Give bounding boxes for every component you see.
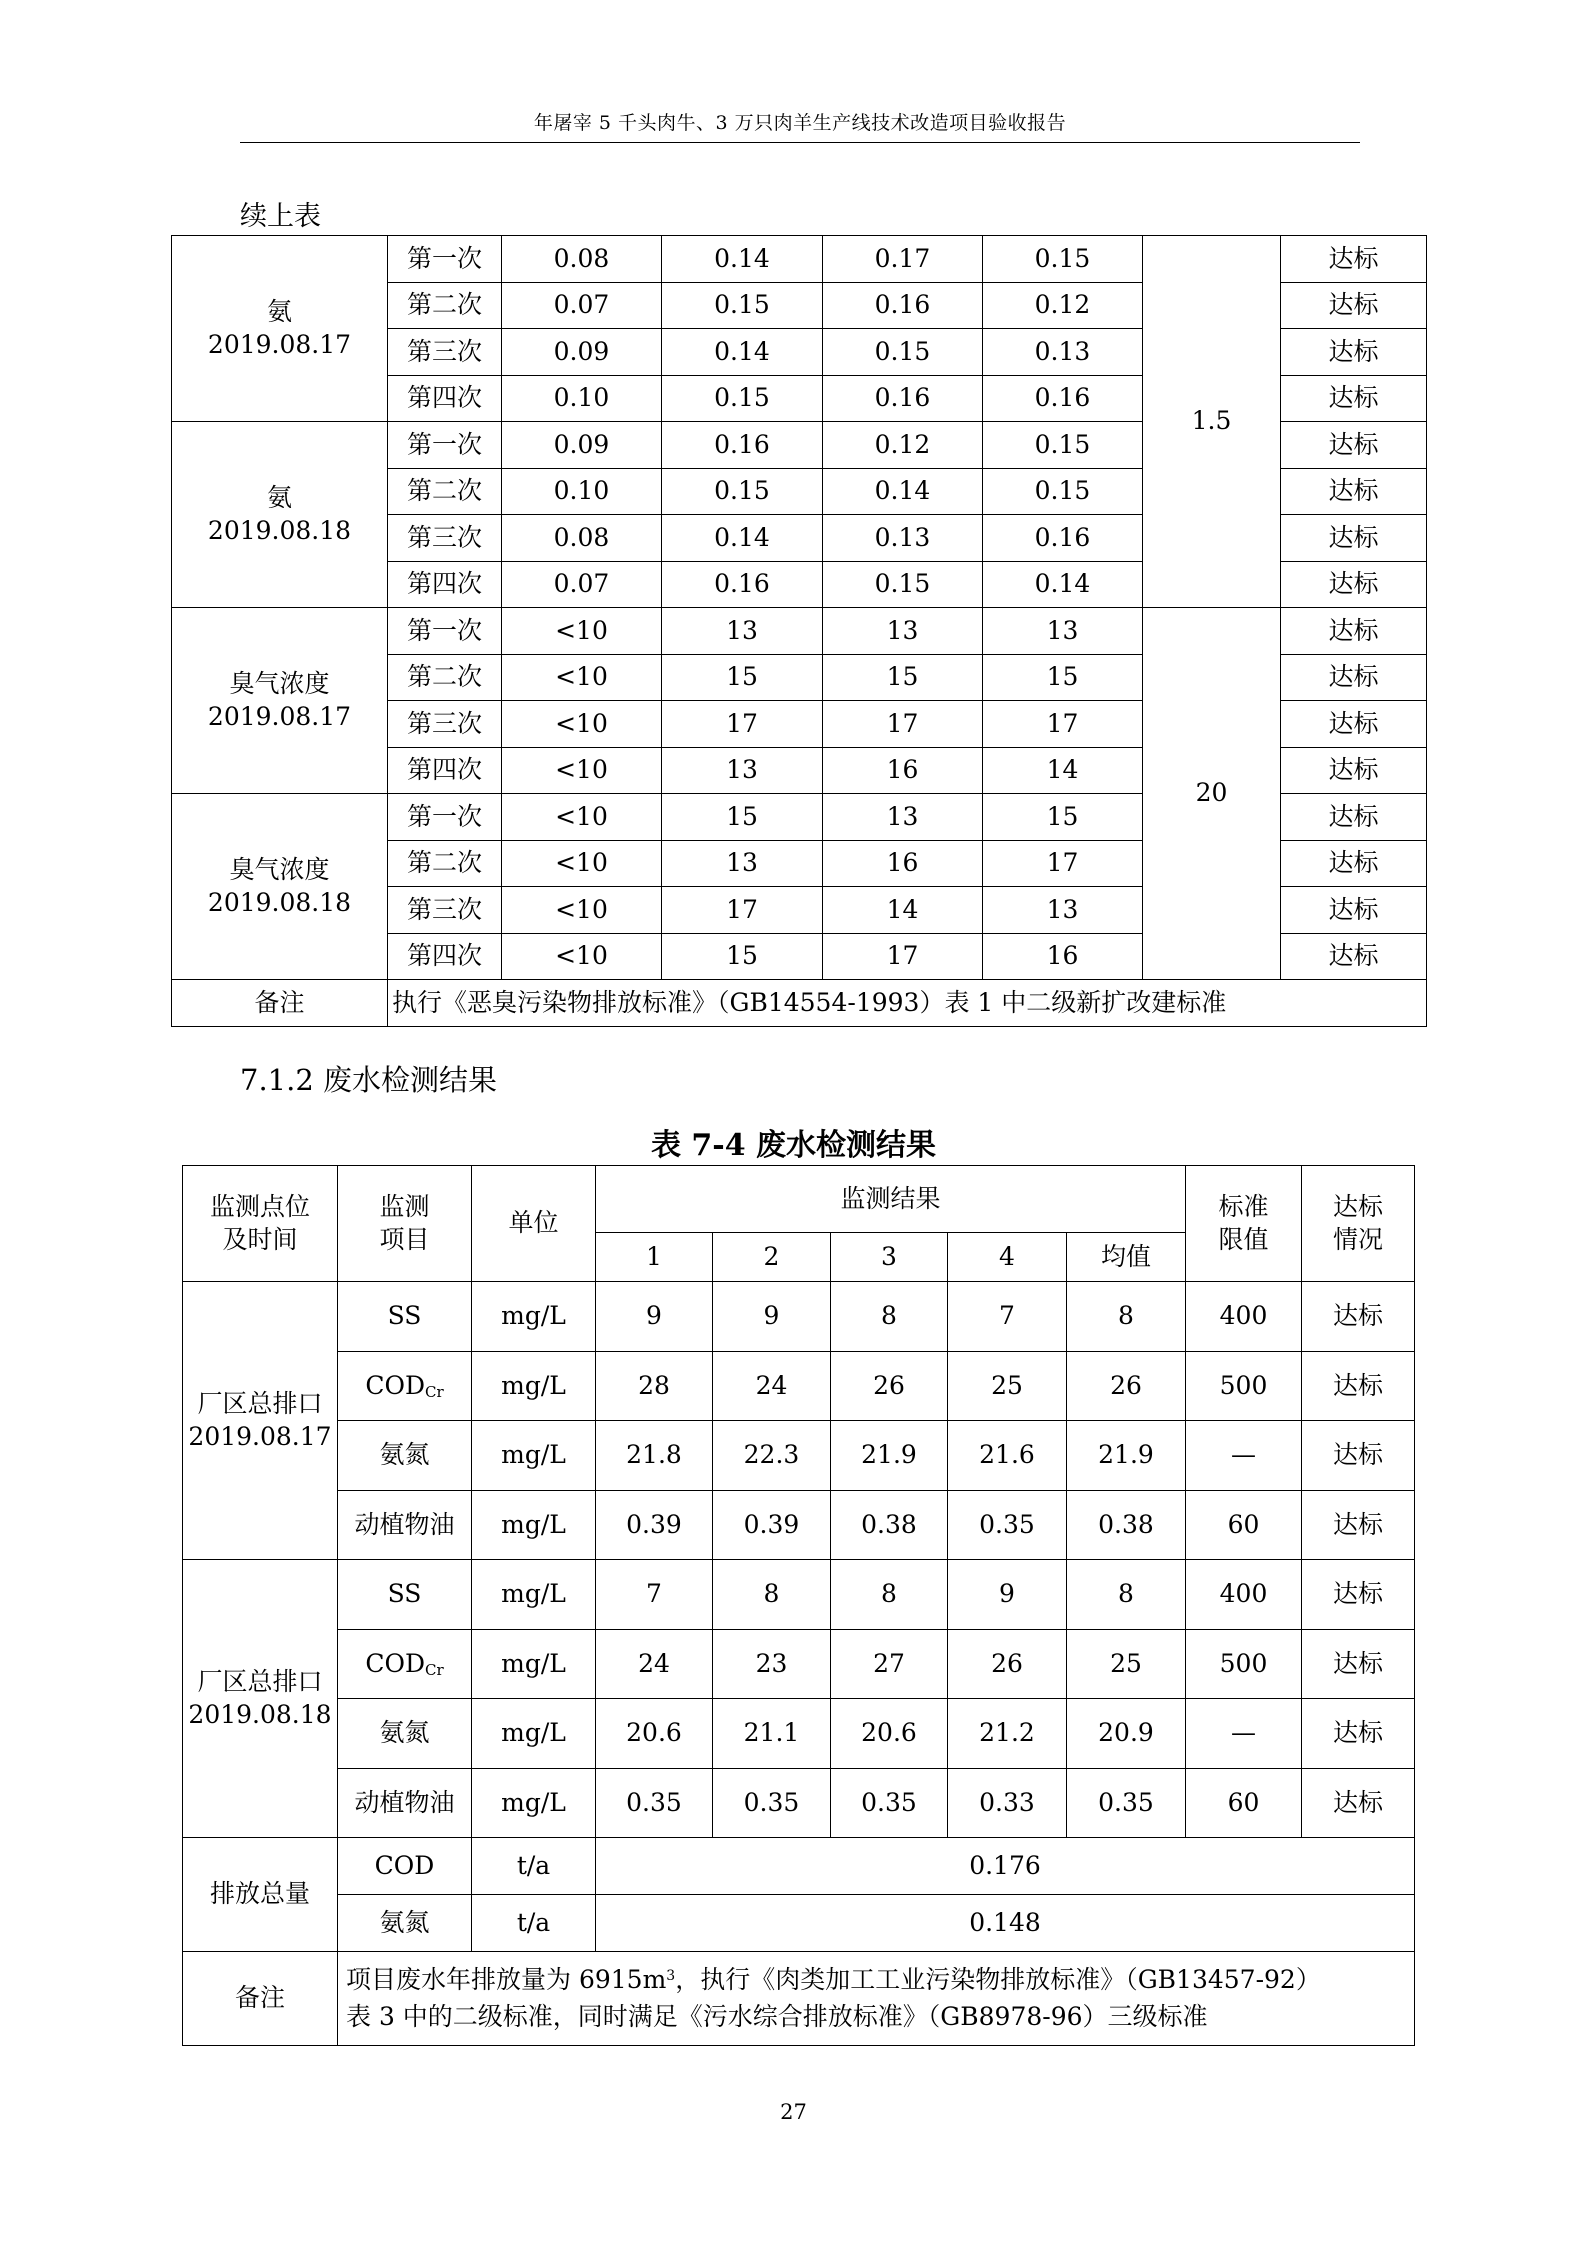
value-cell: 9	[948, 1560, 1067, 1630]
round-cell: 第一次	[388, 794, 502, 841]
result-cell: 达标	[1281, 887, 1427, 934]
limit-cell: —	[1186, 1421, 1302, 1491]
table-row	[183, 1421, 1415, 1491]
group-label-cell	[172, 794, 388, 980]
wastewater-table	[182, 1165, 1415, 2046]
limit-cell: 500	[1186, 1351, 1302, 1421]
value-cell: 15	[662, 794, 823, 841]
unit-cell: t/a	[472, 1838, 596, 1895]
value-cell: <10	[502, 701, 662, 748]
group-label-cell	[172, 236, 388, 422]
value-cell: <10	[502, 747, 662, 794]
value-cell: 13	[983, 608, 1143, 655]
value-cell: 21.1	[713, 1699, 831, 1769]
value-cell: 0.08	[502, 515, 662, 562]
value-cell: 0.15	[662, 375, 823, 422]
value-cell: 8	[1067, 1560, 1186, 1630]
unit-cell: t/a	[472, 1895, 596, 1952]
monitor-item: 臭气浓度	[229, 669, 330, 698]
value-cell: 8	[831, 1560, 948, 1630]
continued-label: 续上表	[240, 201, 321, 232]
value-cell: 21.8	[596, 1421, 713, 1491]
value-cell: <10	[502, 933, 662, 980]
note-line1-pre: 项目废水年排放量为 6915m	[346, 1965, 667, 1995]
note-line1-post: ，执行《肉类加工工业污染物排放标准》（GB13457-92）	[675, 1965, 1321, 1995]
note-line2: 表 3 中的二级标准，同时满足《污水综合排放标准》（GB8978-96）三级标准	[346, 2001, 1208, 2031]
value-cell: <10	[502, 887, 662, 934]
value-cell: 26	[1067, 1351, 1186, 1421]
header-unit: 单位	[472, 1166, 596, 1282]
monitor-date: 2019.08.17	[207, 329, 352, 359]
value-cell: 0.38	[1067, 1490, 1186, 1560]
value-cell: 17	[662, 701, 823, 748]
value-cell: 0.39	[596, 1490, 713, 1560]
value-cell: 0.35	[1067, 1768, 1186, 1838]
value-cell: 15	[662, 933, 823, 980]
value-cell: 13	[662, 840, 823, 887]
value-cell: 21.9	[831, 1421, 948, 1491]
value-cell: 15	[983, 654, 1143, 701]
group-label-cell	[172, 608, 388, 794]
header-sub: 3	[831, 1233, 948, 1282]
totals-row	[183, 1895, 1415, 1952]
result-cell: 达标	[1281, 236, 1427, 283]
item-cell: 动植物油	[338, 1490, 472, 1560]
value-cell: 20.6	[596, 1699, 713, 1769]
location-name: 厂区总排口	[197, 1389, 323, 1418]
value-cell: 0.13	[983, 329, 1143, 376]
result-cell: 达标	[1281, 422, 1427, 469]
value-cell: 0.15	[662, 468, 823, 515]
value-cell: 25	[1067, 1629, 1186, 1699]
status-cell: 达标	[1302, 1421, 1415, 1491]
item-main: COD	[365, 1370, 425, 1400]
value-cell: 9	[713, 1282, 831, 1352]
location-cell	[183, 1560, 338, 1838]
value-cell: 14	[823, 887, 983, 934]
value-cell: 26	[831, 1351, 948, 1421]
item-main: COD	[365, 1648, 425, 1678]
totals-row	[183, 1838, 1415, 1895]
value-cell: 13	[983, 887, 1143, 934]
header-sub: 1	[596, 1233, 713, 1282]
header-limit: 标准限值	[1186, 1166, 1302, 1282]
round-cell: 第四次	[388, 747, 502, 794]
value-cell: 20.9	[1067, 1699, 1186, 1769]
value-cell: 0.15	[823, 561, 983, 608]
value-cell: 0.15	[983, 236, 1143, 283]
value-cell: 0.35	[596, 1768, 713, 1838]
value-cell: 20.6	[831, 1699, 948, 1769]
unit-cell: mg/L	[472, 1351, 596, 1421]
round-cell: 第二次	[388, 282, 502, 329]
value-cell: 8	[831, 1282, 948, 1352]
value-cell: 0.16	[662, 561, 823, 608]
value-cell: 8	[713, 1560, 831, 1630]
value-cell: 24	[713, 1351, 831, 1421]
value-cell: 0.16	[983, 515, 1143, 562]
item-cell: 氨氮	[338, 1895, 472, 1952]
status-cell: 达标	[1302, 1490, 1415, 1560]
item-cell	[338, 1351, 472, 1421]
value-cell: 15	[983, 794, 1143, 841]
round-cell: 第二次	[388, 840, 502, 887]
value-cell: 21.9	[1067, 1421, 1186, 1491]
table-caption: 表 7-4 废水检测结果	[650, 1128, 937, 1163]
value-cell: 0.12	[823, 422, 983, 469]
result-cell: 达标	[1281, 329, 1427, 376]
status-cell: 达标	[1302, 1768, 1415, 1838]
table-row	[172, 608, 1427, 655]
result-cell: 达标	[1281, 468, 1427, 515]
status-cell: 达标	[1302, 1351, 1415, 1421]
location-date: 2019.08.17	[188, 1421, 332, 1451]
item-cell: 动植物油	[338, 1768, 472, 1838]
value-cell: 0.16	[823, 282, 983, 329]
item-cell	[338, 1629, 472, 1699]
monitor-item: 氨	[266, 297, 292, 326]
round-cell: 第三次	[388, 701, 502, 748]
value-cell: 0.12	[983, 282, 1143, 329]
location-date: 2019.08.18	[188, 1699, 332, 1729]
value-cell: 14	[983, 747, 1143, 794]
item-cell: 氨氮	[338, 1421, 472, 1491]
value-cell: 13	[823, 608, 983, 655]
value-cell: 28	[596, 1351, 713, 1421]
header-item: 监测项目	[338, 1166, 472, 1282]
header-location: 监测点位及时间	[183, 1166, 338, 1282]
value-cell: 0.35	[713, 1768, 831, 1838]
limit-cell: 60	[1186, 1490, 1302, 1560]
item-cell: 氨氮	[338, 1699, 472, 1769]
totals-label: 排放总量	[183, 1838, 338, 1952]
round-cell: 第三次	[388, 887, 502, 934]
value-cell: 17	[662, 887, 823, 934]
table-row	[183, 1629, 1415, 1699]
unit-cell: mg/L	[472, 1629, 596, 1699]
unit-cell: mg/L	[472, 1282, 596, 1352]
value-cell: 0.08	[502, 236, 662, 283]
value-cell: 8	[1067, 1282, 1186, 1352]
round-cell: 第二次	[388, 654, 502, 701]
value-cell: 7	[948, 1282, 1067, 1352]
header-sub: 4	[948, 1233, 1067, 1282]
unit-cell: mg/L	[472, 1490, 596, 1560]
round-cell: 第四次	[388, 933, 502, 980]
page-header: 年屠宰 5 千头肉牛、3 万只肉羊生产线技术改造项目验收报告	[533, 112, 1067, 134]
table-row	[183, 1560, 1415, 1630]
value-cell: 9	[596, 1282, 713, 1352]
value-cell: 0.14	[823, 468, 983, 515]
header-sub: 2	[713, 1233, 831, 1282]
header-status: 达标情况	[1302, 1166, 1415, 1282]
total-value: 0.176	[596, 1838, 1415, 1895]
value-cell: 16	[823, 840, 983, 887]
value-cell: 0.14	[662, 515, 823, 562]
value-cell: 25	[948, 1351, 1067, 1421]
note-row	[172, 980, 1427, 1027]
value-cell: 0.14	[662, 236, 823, 283]
table-row	[183, 1768, 1415, 1838]
value-cell: 22.3	[713, 1421, 831, 1491]
item-subscript: Cr	[425, 1382, 444, 1401]
location-cell	[183, 1282, 338, 1560]
result-cell: 达标	[1281, 701, 1427, 748]
value-cell: 0.15	[983, 468, 1143, 515]
value-cell: 0.14	[662, 329, 823, 376]
item-cell: SS	[338, 1282, 472, 1352]
round-cell: 第四次	[388, 561, 502, 608]
result-cell: 达标	[1281, 933, 1427, 980]
monitor-item: 臭气浓度	[229, 855, 330, 884]
value-cell: 0.07	[502, 282, 662, 329]
value-cell: <10	[502, 654, 662, 701]
value-cell: 7	[596, 1560, 713, 1630]
value-cell: 16	[983, 933, 1143, 980]
item-cell: SS	[338, 1560, 472, 1630]
note-label: 备注	[172, 980, 388, 1027]
value-cell: 0.15	[823, 329, 983, 376]
value-cell: <10	[502, 794, 662, 841]
value-cell: 0.38	[831, 1490, 948, 1560]
value-cell: 13	[823, 794, 983, 841]
result-cell: 达标	[1281, 515, 1427, 562]
value-cell: 0.16	[823, 375, 983, 422]
round-cell: 第二次	[388, 468, 502, 515]
result-cell: 达标	[1281, 608, 1427, 655]
header-results: 监测结果	[596, 1166, 1186, 1233]
value-cell: 21.2	[948, 1699, 1067, 1769]
note-text: 执行《恶臭污染物排放标准》（GB14554-1993）表 1 中二级新扩改建标准	[388, 980, 1427, 1027]
value-cell: 0.15	[983, 422, 1143, 469]
location-name: 厂区总排口	[197, 1667, 323, 1696]
value-cell: 17	[983, 840, 1143, 887]
monitor-date: 2019.08.18	[207, 515, 352, 545]
value-cell: 0.13	[823, 515, 983, 562]
value-cell: 24	[596, 1629, 713, 1699]
round-cell: 第四次	[388, 375, 502, 422]
group-label-cell	[172, 422, 388, 608]
header-row	[183, 1166, 1415, 1233]
value-cell: 0.09	[502, 329, 662, 376]
item-subscript: Cr	[425, 1660, 444, 1679]
status-cell: 达标	[1302, 1629, 1415, 1699]
value-cell: 0.35	[831, 1768, 948, 1838]
value-cell: 0.10	[502, 375, 662, 422]
header-divider	[240, 142, 1360, 143]
status-cell: 达标	[1302, 1282, 1415, 1352]
page-number: 27	[780, 2100, 807, 2124]
result-cell: 达标	[1281, 654, 1427, 701]
value-cell: 0.33	[948, 1768, 1067, 1838]
result-cell: 达标	[1281, 794, 1427, 841]
value-cell: <10	[502, 608, 662, 655]
table-row	[183, 1699, 1415, 1769]
unit-cell: mg/L	[472, 1560, 596, 1630]
value-cell: 0.16	[662, 422, 823, 469]
limit-cell: —	[1186, 1699, 1302, 1769]
total-value: 0.148	[596, 1895, 1415, 1952]
value-cell: 26	[948, 1629, 1067, 1699]
table-row	[183, 1490, 1415, 1560]
value-cell: 0.15	[662, 282, 823, 329]
value-cell: 15	[823, 654, 983, 701]
value-cell: 27	[831, 1629, 948, 1699]
value-cell: <10	[502, 840, 662, 887]
result-cell: 达标	[1281, 375, 1427, 422]
value-cell: 0.39	[713, 1490, 831, 1560]
result-cell: 达标	[1281, 747, 1427, 794]
monitor-item: 氨	[266, 483, 292, 512]
note-label: 备注	[183, 1952, 338, 2046]
status-cell: 达标	[1302, 1560, 1415, 1630]
value-cell: 17	[823, 701, 983, 748]
limit-cell: 60	[1186, 1768, 1302, 1838]
round-cell: 第三次	[388, 329, 502, 376]
unit-cell: mg/L	[472, 1699, 596, 1769]
result-cell: 达标	[1281, 840, 1427, 887]
result-cell: 达标	[1281, 561, 1427, 608]
note-row	[183, 1952, 1415, 2046]
value-cell: 0.07	[502, 561, 662, 608]
value-cell: 16	[823, 747, 983, 794]
limit-cell: 400	[1186, 1282, 1302, 1352]
value-cell: 0.35	[948, 1490, 1067, 1560]
round-cell: 第一次	[388, 422, 502, 469]
limit-cell: 500	[1186, 1629, 1302, 1699]
monitor-date: 2019.08.17	[207, 701, 352, 731]
round-cell: 第三次	[388, 515, 502, 562]
status-cell: 达标	[1302, 1699, 1415, 1769]
value-cell: 0.09	[502, 422, 662, 469]
table-row	[183, 1351, 1415, 1421]
value-cell: 13	[662, 608, 823, 655]
note-text	[338, 1952, 1415, 2046]
header-sub: 均值	[1067, 1233, 1186, 1282]
item-cell: COD	[338, 1838, 472, 1895]
value-cell: 0.16	[983, 375, 1143, 422]
note-superscript: 3	[666, 1968, 676, 1985]
result-cell: 达标	[1281, 282, 1427, 329]
limit-cell: 1.5	[1143, 236, 1281, 608]
value-cell: 21.6	[948, 1421, 1067, 1491]
unit-cell: mg/L	[472, 1421, 596, 1491]
value-cell: 17	[983, 701, 1143, 748]
limit-cell: 20	[1143, 608, 1281, 980]
limit-cell: 400	[1186, 1560, 1302, 1630]
air-monitoring-table	[171, 235, 1427, 1027]
value-cell: 0.14	[983, 561, 1143, 608]
value-cell: 13	[662, 747, 823, 794]
value-cell: 0.17	[823, 236, 983, 283]
value-cell: 23	[713, 1629, 831, 1699]
value-cell: 0.10	[502, 468, 662, 515]
value-cell: 17	[823, 933, 983, 980]
unit-cell: mg/L	[472, 1768, 596, 1838]
round-cell: 第一次	[388, 236, 502, 283]
table-row	[172, 236, 1427, 283]
section-heading: 7.1.2 废水检测结果	[240, 1063, 498, 1097]
round-cell: 第一次	[388, 608, 502, 655]
table-row	[183, 1282, 1415, 1352]
monitor-date: 2019.08.18	[207, 887, 352, 917]
value-cell: 15	[662, 654, 823, 701]
